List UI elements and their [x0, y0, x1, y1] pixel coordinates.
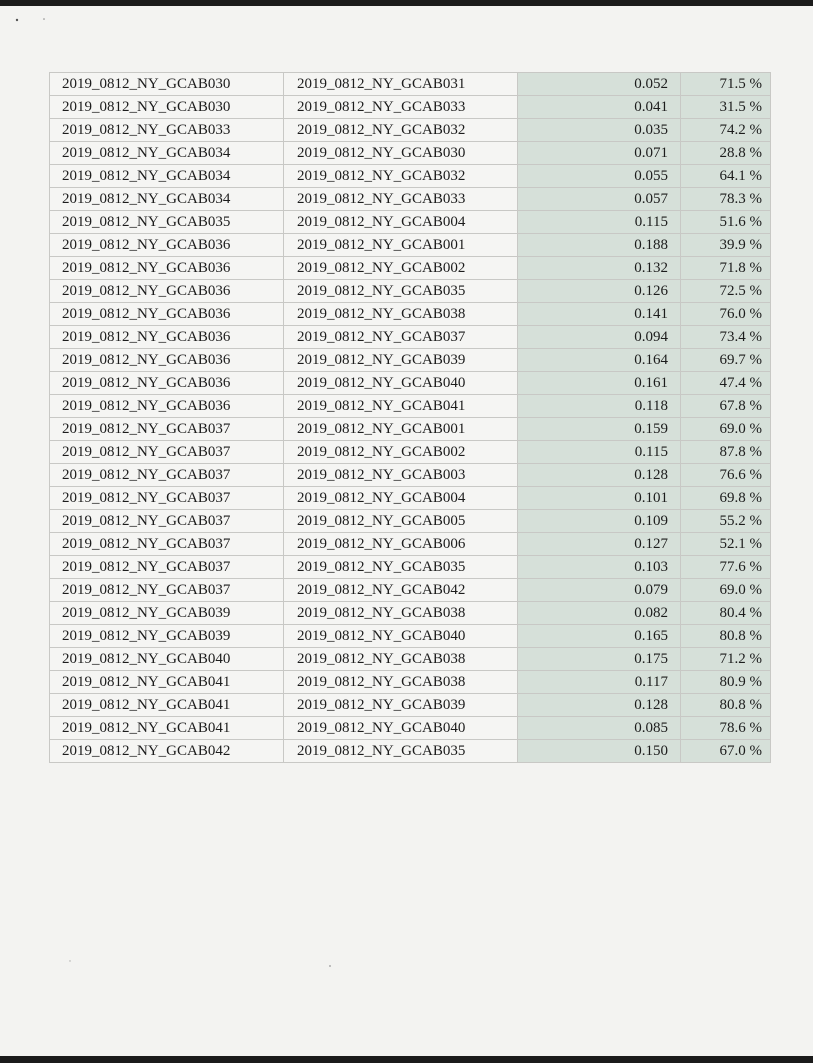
- table-row: [50, 73, 771, 96]
- sample-a-cell: 2019_0812_NY_GCAB037: [50, 418, 284, 441]
- sample-b-cell: 2019_0812_NY_GCAB033: [284, 96, 518, 119]
- table-row: [50, 326, 771, 349]
- percent-cell: 80.4 %: [681, 602, 771, 625]
- percent-cell: 80.8 %: [681, 694, 771, 717]
- table-row: [50, 418, 771, 441]
- distance-cell: 0.128: [518, 694, 681, 717]
- sample-a-cell: 2019_0812_NY_GCAB036: [50, 372, 284, 395]
- table-row: [50, 96, 771, 119]
- table-row: [50, 349, 771, 372]
- percent-cell: 74.2 %: [681, 119, 771, 142]
- percent-cell: 69.7 %: [681, 349, 771, 372]
- sample-a-cell: 2019_0812_NY_GCAB037: [50, 510, 284, 533]
- sample-a-cell: 2019_0812_NY_GCAB037: [50, 487, 284, 510]
- table-row: [50, 119, 771, 142]
- distance-cell: 0.109: [518, 510, 681, 533]
- sample-b-cell: 2019_0812_NY_GCAB038: [284, 671, 518, 694]
- percent-cell: 69.8 %: [681, 487, 771, 510]
- distance-cell: 0.141: [518, 303, 681, 326]
- sample-a-cell: 2019_0812_NY_GCAB037: [50, 441, 284, 464]
- percent-cell: 80.9 %: [681, 671, 771, 694]
- sample-b-cell: 2019_0812_NY_GCAB042: [284, 579, 518, 602]
- percent-cell: 55.2 %: [681, 510, 771, 533]
- sample-b-cell: 2019_0812_NY_GCAB032: [284, 165, 518, 188]
- table-row: [50, 487, 771, 510]
- percent-cell: 76.0 %: [681, 303, 771, 326]
- table-row: [50, 579, 771, 602]
- sample-a-cell: 2019_0812_NY_GCAB036: [50, 395, 284, 418]
- sample-a-cell: 2019_0812_NY_GCAB037: [50, 464, 284, 487]
- sample-a-cell: 2019_0812_NY_GCAB036: [50, 326, 284, 349]
- table-row: [50, 280, 771, 303]
- percent-cell: 71.5 %: [681, 73, 771, 96]
- sample-a-cell: 2019_0812_NY_GCAB040: [50, 648, 284, 671]
- sample-b-cell: 2019_0812_NY_GCAB004: [284, 211, 518, 234]
- percent-cell: 71.8 %: [681, 257, 771, 280]
- sample-pair-table-body: [50, 73, 771, 763]
- percent-cell: 67.8 %: [681, 395, 771, 418]
- distance-cell: 0.161: [518, 372, 681, 395]
- table-row: [50, 671, 771, 694]
- table-row: [50, 234, 771, 257]
- sample-a-cell: 2019_0812_NY_GCAB041: [50, 717, 284, 740]
- distance-cell: 0.052: [518, 73, 681, 96]
- table-row: [50, 211, 771, 234]
- sample-a-cell: 2019_0812_NY_GCAB034: [50, 165, 284, 188]
- distance-cell: 0.057: [518, 188, 681, 211]
- distance-cell: 0.055: [518, 165, 681, 188]
- table-row: [50, 303, 771, 326]
- table-row: [50, 694, 771, 717]
- sample-a-cell: 2019_0812_NY_GCAB039: [50, 625, 284, 648]
- sample-a-cell: 2019_0812_NY_GCAB042: [50, 740, 284, 763]
- distance-cell: 0.035: [518, 119, 681, 142]
- distance-cell: 0.126: [518, 280, 681, 303]
- sample-b-cell: 2019_0812_NY_GCAB005: [284, 510, 518, 533]
- sample-b-cell: 2019_0812_NY_GCAB001: [284, 234, 518, 257]
- sample-b-cell: 2019_0812_NY_GCAB041: [284, 395, 518, 418]
- sample-b-cell: 2019_0812_NY_GCAB037: [284, 326, 518, 349]
- sample-b-cell: 2019_0812_NY_GCAB038: [284, 303, 518, 326]
- distance-cell: 0.041: [518, 96, 681, 119]
- sample-b-cell: 2019_0812_NY_GCAB001: [284, 418, 518, 441]
- sample-a-cell: 2019_0812_NY_GCAB034: [50, 188, 284, 211]
- distance-cell: 0.094: [518, 326, 681, 349]
- sample-b-cell: 2019_0812_NY_GCAB031: [284, 73, 518, 96]
- table-row: [50, 441, 771, 464]
- sample-a-cell: 2019_0812_NY_GCAB037: [50, 579, 284, 602]
- sample-b-cell: 2019_0812_NY_GCAB040: [284, 625, 518, 648]
- distance-cell: 0.188: [518, 234, 681, 257]
- table-row: [50, 510, 771, 533]
- sample-a-cell: 2019_0812_NY_GCAB034: [50, 142, 284, 165]
- table-row: [50, 257, 771, 280]
- sample-b-cell: 2019_0812_NY_GCAB032: [284, 119, 518, 142]
- distance-cell: 0.175: [518, 648, 681, 671]
- table-row: [50, 625, 771, 648]
- percent-cell: 69.0 %: [681, 579, 771, 602]
- sample-b-cell: 2019_0812_NY_GCAB039: [284, 349, 518, 372]
- distance-cell: 0.127: [518, 533, 681, 556]
- sample-a-cell: 2019_0812_NY_GCAB035: [50, 211, 284, 234]
- distance-cell: 0.079: [518, 579, 681, 602]
- percent-cell: 76.6 %: [681, 464, 771, 487]
- sample-a-cell: 2019_0812_NY_GCAB037: [50, 556, 284, 579]
- distance-cell: 0.103: [518, 556, 681, 579]
- sample-a-cell: 2019_0812_NY_GCAB033: [50, 119, 284, 142]
- sample-b-cell: 2019_0812_NY_GCAB040: [284, 717, 518, 740]
- percent-cell: 47.4 %: [681, 372, 771, 395]
- percent-cell: 73.4 %: [681, 326, 771, 349]
- sample-b-cell: 2019_0812_NY_GCAB038: [284, 648, 518, 671]
- sample-a-cell: 2019_0812_NY_GCAB036: [50, 349, 284, 372]
- sample-b-cell: 2019_0812_NY_GCAB030: [284, 142, 518, 165]
- sample-a-cell: 2019_0812_NY_GCAB036: [50, 234, 284, 257]
- distance-cell: 0.101: [518, 487, 681, 510]
- sample-a-cell: 2019_0812_NY_GCAB041: [50, 694, 284, 717]
- distance-cell: 0.071: [518, 142, 681, 165]
- table-row: [50, 533, 771, 556]
- sample-a-cell: 2019_0812_NY_GCAB037: [50, 533, 284, 556]
- table-row: [50, 717, 771, 740]
- distance-cell: 0.128: [518, 464, 681, 487]
- table-row: [50, 740, 771, 763]
- sample-b-cell: 2019_0812_NY_GCAB002: [284, 257, 518, 280]
- distance-cell: 0.117: [518, 671, 681, 694]
- distance-cell: 0.164: [518, 349, 681, 372]
- percent-cell: 28.8 %: [681, 142, 771, 165]
- sample-pair-table: [49, 72, 771, 763]
- table-row: [50, 142, 771, 165]
- distance-cell: 0.115: [518, 441, 681, 464]
- distance-cell: 0.115: [518, 211, 681, 234]
- percent-cell: 77.6 %: [681, 556, 771, 579]
- sample-b-cell: 2019_0812_NY_GCAB039: [284, 694, 518, 717]
- sample-b-cell: 2019_0812_NY_GCAB033: [284, 188, 518, 211]
- percent-cell: 69.0 %: [681, 418, 771, 441]
- percent-cell: 39.9 %: [681, 234, 771, 257]
- percent-cell: 31.5 %: [681, 96, 771, 119]
- sample-b-cell: 2019_0812_NY_GCAB006: [284, 533, 518, 556]
- percent-cell: 64.1 %: [681, 165, 771, 188]
- sample-a-cell: 2019_0812_NY_GCAB041: [50, 671, 284, 694]
- sample-b-cell: 2019_0812_NY_GCAB038: [284, 602, 518, 625]
- distance-cell: 0.150: [518, 740, 681, 763]
- table-row: [50, 165, 771, 188]
- distance-cell: 0.159: [518, 418, 681, 441]
- percent-cell: 67.0 %: [681, 740, 771, 763]
- percent-cell: 87.8 %: [681, 441, 771, 464]
- percent-cell: 51.6 %: [681, 211, 771, 234]
- sample-a-cell: 2019_0812_NY_GCAB039: [50, 602, 284, 625]
- sample-a-cell: 2019_0812_NY_GCAB030: [50, 96, 284, 119]
- sample-b-cell: 2019_0812_NY_GCAB035: [284, 556, 518, 579]
- distance-cell: 0.082: [518, 602, 681, 625]
- table-row: [50, 372, 771, 395]
- table-row: [50, 188, 771, 211]
- sample-b-cell: 2019_0812_NY_GCAB004: [284, 487, 518, 510]
- table-row: [50, 648, 771, 671]
- table-row: [50, 395, 771, 418]
- distance-cell: 0.132: [518, 257, 681, 280]
- distance-cell: 0.118: [518, 395, 681, 418]
- table-row: [50, 602, 771, 625]
- percent-cell: 71.2 %: [681, 648, 771, 671]
- distance-cell: 0.165: [518, 625, 681, 648]
- percent-cell: 78.6 %: [681, 717, 771, 740]
- percent-cell: 80.8 %: [681, 625, 771, 648]
- sample-a-cell: 2019_0812_NY_GCAB036: [50, 257, 284, 280]
- percent-cell: 72.5 %: [681, 280, 771, 303]
- sample-a-cell: 2019_0812_NY_GCAB030: [50, 73, 284, 96]
- sample-b-cell: 2019_0812_NY_GCAB003: [284, 464, 518, 487]
- distance-cell: 0.085: [518, 717, 681, 740]
- percent-cell: 52.1 %: [681, 533, 771, 556]
- scanned-page: [0, 6, 813, 1056]
- sample-a-cell: 2019_0812_NY_GCAB036: [50, 303, 284, 326]
- sample-a-cell: 2019_0812_NY_GCAB036: [50, 280, 284, 303]
- table-row: [50, 464, 771, 487]
- sample-b-cell: 2019_0812_NY_GCAB035: [284, 740, 518, 763]
- table-row: [50, 556, 771, 579]
- percent-cell: 78.3 %: [681, 188, 771, 211]
- sample-b-cell: 2019_0812_NY_GCAB002: [284, 441, 518, 464]
- sample-b-cell: 2019_0812_NY_GCAB035: [284, 280, 518, 303]
- sample-b-cell: 2019_0812_NY_GCAB040: [284, 372, 518, 395]
